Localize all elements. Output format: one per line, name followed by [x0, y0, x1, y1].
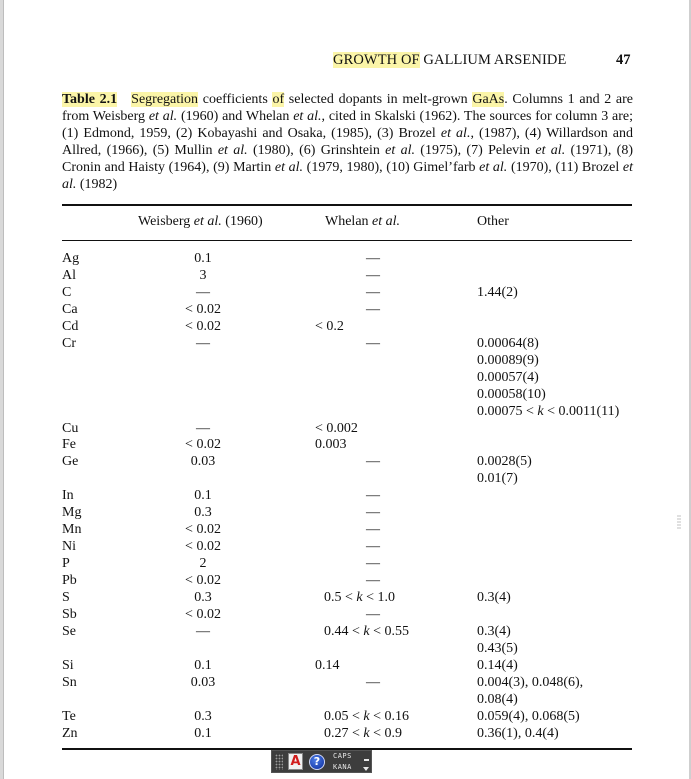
table-top-rule	[62, 204, 632, 206]
caption-etal: et al.	[479, 160, 508, 175]
cell-weisberg: 0.1	[194, 251, 212, 266]
cell-whelan: —	[366, 539, 380, 555]
cell-other: 0.14(4)	[477, 657, 518, 673]
table-row	[0, 590, 691, 607]
minimize-icon[interactable]	[364, 759, 369, 761]
table-row	[0, 658, 691, 675]
cell-element: In	[62, 488, 74, 504]
cell-element: Ag	[62, 251, 80, 266]
table-row	[0, 726, 691, 743]
table-row	[0, 370, 691, 387]
cell-element: Sn	[62, 674, 77, 690]
cell-element: Mn	[62, 522, 82, 538]
cell-weisberg: 0.03	[190, 454, 216, 470]
header-text: Weisberg	[138, 214, 191, 229]
cell-other: 0.43(5)	[477, 640, 518, 656]
cell-whelan: —	[366, 505, 380, 521]
cell-other: 0.0028(5)	[477, 454, 532, 470]
table-row	[0, 573, 691, 590]
variable-k: k	[356, 590, 363, 605]
cell-other: 0.3(4)	[477, 623, 511, 639]
variable-k: k	[363, 623, 370, 639]
caption-etal: et al.	[535, 143, 566, 158]
variable-k: k	[363, 708, 370, 724]
running-head	[333, 52, 566, 69]
caption-text: . Columns 1 and 2 are from Weisberg	[62, 92, 634, 124]
header-text: (1960)	[221, 214, 263, 229]
cell-other: 0.00075 < k < 0.0011(11)	[477, 403, 620, 419]
header-etal: et al.	[372, 214, 401, 229]
table-row	[0, 454, 691, 471]
cell-weisberg: < 0.02	[185, 573, 221, 589]
cell-element: Ca	[62, 301, 78, 317]
cell-weisberg: 0.1	[194, 725, 212, 741]
cell-other: 0.004(3), 0.048(6),	[477, 674, 584, 690]
caption-etal: et al.	[274, 160, 304, 175]
table-row	[0, 505, 691, 522]
caption-text: (1960) and Whelan	[177, 109, 294, 124]
drag-grip-icon[interactable]	[275, 754, 283, 770]
header-other: Other	[477, 214, 509, 229]
cell-element: Ge	[62, 454, 79, 470]
cell-weisberg: 0.3	[194, 505, 212, 521]
cell-other: 0.00058(10)	[477, 386, 546, 402]
caption-etal: et al.	[217, 143, 248, 158]
caption-text: , cited in Skalski (1962). The sources for column 3 are; (1) Edmond, 1959, (2) Kobayashi and Osaka, (1985), (3) Brozel	[62, 109, 634, 141]
table-row	[0, 556, 691, 573]
cell-weisberg: < 0.02	[185, 522, 221, 538]
cell-other: 1.44(2)	[477, 284, 518, 300]
table-row	[0, 624, 691, 641]
table-row	[0, 471, 691, 488]
cell-element: Zn	[62, 725, 78, 741]
cell-weisberg: < 0.02	[185, 437, 221, 453]
table-row	[0, 692, 691, 709]
page-number: 47	[616, 52, 631, 68]
help-icon[interactable]: ?	[309, 754, 325, 770]
running-head-title: GALLIUM ARSENIDE	[419, 52, 567, 68]
table-row	[0, 319, 691, 336]
table-row	[0, 302, 691, 319]
table-row	[0, 353, 691, 370]
cell-element: Cu	[62, 420, 79, 436]
cell-weisberg: 0.1	[194, 657, 212, 673]
cell-weisberg: —	[196, 335, 210, 351]
caption-etal: et al.	[62, 160, 633, 192]
cell-weisberg: < 0.02	[185, 606, 221, 622]
cell-whelan: 0.003	[315, 437, 347, 453]
cell-other: 0.00064(8)	[477, 335, 539, 351]
cell-weisberg: < 0.02	[185, 539, 221, 555]
caption-text: (1970), (11) Brozel	[507, 160, 623, 175]
table-row	[0, 675, 691, 692]
table-row	[0, 437, 691, 454]
ime-language-bar[interactable]	[271, 750, 372, 773]
cell-whelan: 0.5 < k < 1.0	[324, 590, 396, 605]
table-row	[0, 709, 691, 726]
cell-other: 0.01(7)	[477, 471, 518, 487]
options-dropdown-icon[interactable]	[363, 767, 369, 771]
table-row	[0, 539, 691, 556]
cell-element: Cd	[62, 318, 79, 334]
cell-whelan: —	[366, 556, 380, 572]
cell-weisberg: 0.3	[194, 590, 212, 605]
cell-whelan: —	[366, 267, 380, 283]
cell-whelan: 0.44 < k < 0.55	[324, 623, 410, 639]
caption-text: (1975), (7) Pelevin	[414, 143, 536, 158]
cell-element: Te	[62, 708, 76, 724]
cell-other: 0.3(4)	[477, 590, 511, 605]
caption-text: coefficients	[198, 92, 273, 107]
table-row	[0, 522, 691, 539]
cell-whelan: —	[366, 284, 380, 300]
caption-text: (1982)	[76, 177, 118, 192]
caption-text: (1971), (8) Cronin and Haisty (1964), (9) Martin	[62, 143, 633, 175]
cell-whelan: 0.27 < k < 0.9	[324, 725, 403, 741]
cell-weisberg: < 0.02	[185, 301, 221, 317]
cell-weisberg: 0.03	[190, 674, 216, 690]
cell-other: 0.059(4), 0.068(5)	[477, 708, 580, 724]
caption-etal: et al.	[440, 126, 471, 141]
cell-other: 0.08(4)	[477, 691, 518, 707]
cell-whelan: —	[366, 251, 380, 266]
cell-whelan: —	[366, 454, 380, 470]
cell-whelan: 0.05 < k < 0.16	[324, 708, 410, 724]
cell-weisberg: < 0.02	[185, 318, 221, 334]
cell-whelan: —	[366, 522, 380, 538]
cell-element: Se	[62, 623, 76, 639]
header-whelan	[325, 214, 400, 230]
cell-element: P	[62, 556, 70, 572]
caption-label: Table 2.1	[62, 92, 118, 107]
cell-element: Pb	[62, 573, 77, 589]
cell-weisberg: —	[196, 284, 210, 300]
cell-weisberg: 0.3	[194, 708, 212, 724]
caps-indicator: CAPS	[333, 752, 352, 760]
cell-element: Sb	[62, 606, 77, 622]
table-caption	[62, 91, 633, 193]
input-mode-icon[interactable]: A	[288, 753, 303, 770]
cell-other: 0.36(1), 0.4(4)	[477, 725, 559, 741]
table-row	[0, 404, 691, 421]
variable-k: k	[537, 403, 544, 419]
running-head-highlight: GROWTH OF	[333, 52, 420, 68]
table-row	[0, 285, 691, 302]
caption-highlight-3: GaAs	[472, 92, 505, 107]
table-row	[0, 336, 691, 353]
cell-whelan: —	[366, 335, 380, 351]
caption-text: , (1987), (4) Willardson and Allred, (1966), (5) Mullin	[62, 126, 634, 158]
cell-element: Ni	[62, 539, 76, 555]
cell-whelan: 0.14	[315, 657, 340, 673]
cell-weisberg: 3	[199, 267, 207, 283]
table-row	[0, 387, 691, 404]
cell-element: S	[62, 590, 70, 605]
cell-whelan: —	[366, 674, 380, 690]
table-row	[0, 641, 691, 658]
table-row	[0, 607, 691, 624]
caption-etal: et al.	[293, 109, 322, 124]
cell-whelan: < 0.2	[315, 318, 344, 334]
table-header-rule	[62, 240, 632, 241]
caption-highlight-2: of	[272, 92, 285, 107]
cell-whelan: —	[366, 606, 380, 622]
caption-text: (1980), (6) Grinshtein	[247, 143, 386, 158]
caption-etal: et al.	[148, 109, 178, 124]
header-weisberg	[138, 214, 263, 230]
table-row	[0, 488, 691, 505]
table-row	[0, 251, 691, 268]
cell-element: Al	[62, 267, 76, 283]
cell-weisberg: 0.1	[194, 488, 212, 504]
cell-element: Cr	[62, 335, 76, 351]
cell-whelan: —	[366, 573, 380, 589]
header-text: Whelan	[325, 214, 373, 229]
cell-whelan: < 0.002	[315, 420, 358, 436]
cell-weisberg: —	[196, 623, 210, 639]
cell-other: 0.00057(4)	[477, 369, 539, 385]
header-etal: et al.	[193, 214, 222, 229]
variable-k: k	[363, 725, 370, 741]
cell-element: Si	[62, 657, 74, 673]
kana-indicator: KANA	[333, 763, 352, 771]
table-row	[0, 421, 691, 438]
cell-element: C	[62, 284, 72, 300]
cell-whelan: —	[366, 488, 380, 504]
cell-other: 0.00089(9)	[477, 352, 539, 368]
cell-element: Mg	[62, 505, 82, 521]
cell-element: Fe	[62, 437, 76, 453]
caption-etal: et al.	[385, 143, 415, 158]
caption-highlight-1: Segregation	[131, 92, 199, 107]
cell-whelan: —	[366, 301, 380, 317]
cell-weisberg: 2	[199, 556, 207, 572]
cell-weisberg: —	[196, 420, 210, 436]
table-row	[0, 268, 691, 285]
caption-text: selected dopants in melt-grown	[284, 92, 473, 107]
caption-text: (1979, 1980), (10) Gimel’farb	[303, 160, 480, 175]
